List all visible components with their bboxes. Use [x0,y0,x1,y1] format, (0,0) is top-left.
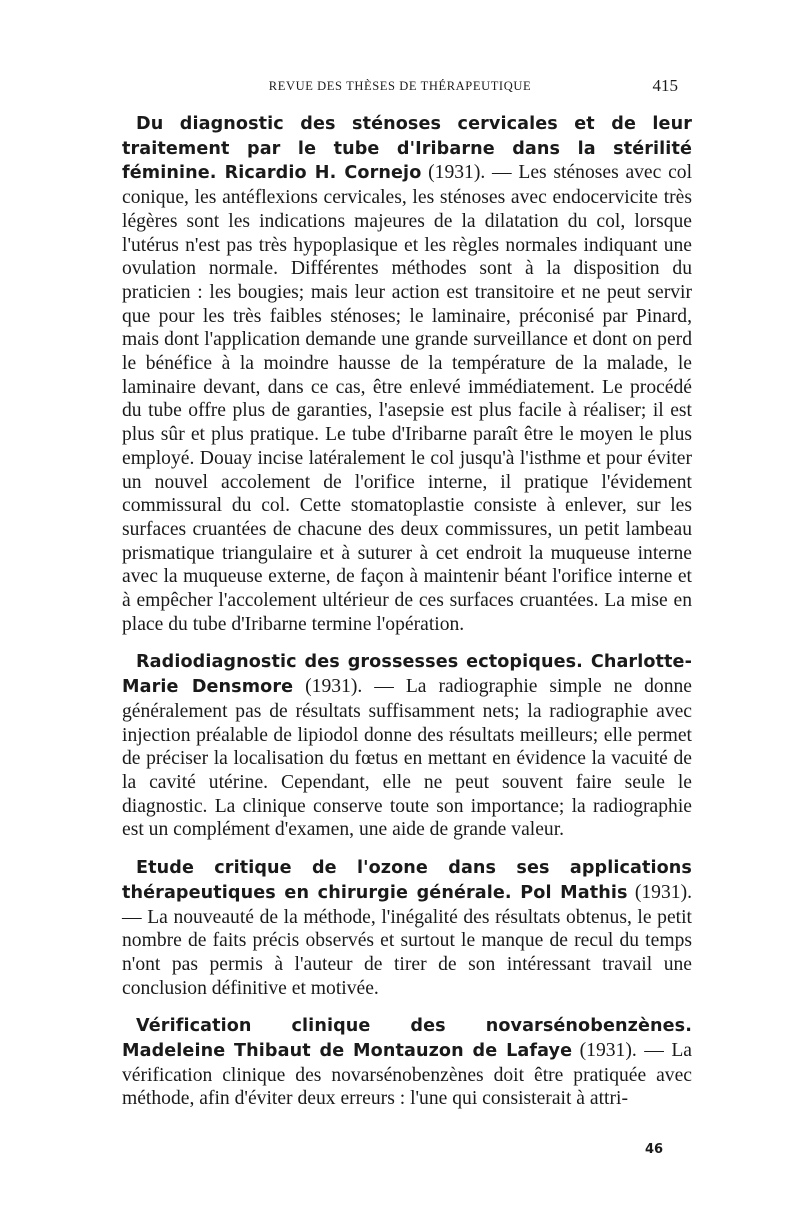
abstract-entry [122,856,692,1000]
entry-text: — La nouveauté de la méthode, l'inégalité des résultats obtenus, le petit nombre de faits précis observés et surtout le manque de recul du temps n'ont pas permis à l'auteur de tirer de son intéressant travail une conclusion définitive et motivée. [122,906,692,999]
page-body [122,112,692,1125]
abstract-entry [122,1014,692,1111]
running-header [122,76,678,98]
entry-text: — La radiographie simple ne donne généralement pas de résultats suffisamment nets; la radiographie avec injection préalable de lipiodol donne des résultats meilleurs; elle permet de préciser la localisation du fœtus en mettant en évidence la vacuité de la cavité utérine. Cependant, elle ne peut souvent faire seule le diagnostic. La clinique conserve toute son importance; la radiographie est un complément d'examen, une aide de grande valeur. [122,676,692,841]
entry-year: (1931). [579,1040,637,1062]
entry-year: (1931). [634,881,692,903]
abstract-entry [122,650,692,842]
entry-text: — Les sténoses avec col conique, les antéflexions cervicales, les sténoses avec endocervicite très légères sont les indications majeures de la dilatation du col, lorsque l'utérus n'est pas très hypoplasique et les règles normales indiquant une ovulation normale. Différentes méthodes sont à la disposition du praticien : les bougies; mais leur action est transitoire et ne peut servir que pour les très faibles sténoses; le laminaire, préconisé par Pinard, mais dont l'application demande une grande surveillance et dont on perd le bénéfice à la moindre hausse de la température de la malade, le laminaire devant, dans ce cas, être enlevé immédiatement. Le procédé du tube offre plus de garanties, l'asepsie est plus facile à réaliser; il est plus sûr et plus pratique. Le tube d'Iribarne paraît être le moyen le plus employé. Douay incise latéralement le col jusqu'à l'isthme et pour éviter un nouvel accolement de l'orifice interne, il pratique l'évidement commissural du col. Cette stomatoplastie consiste à enlever, sur les surfaces cruantées de chacune des deux commissures, un petit lambeau prismatique triangulaire et à suturer à cet endroit la muqueuse interne avec la muqueuse externe, de façon à maintenir béant l'orifice interne et à empêcher l'accolement ultérieur de ces surfaces cruantées. La mise en place du tube d'Iribarne termine l'opération. [122,162,693,635]
entry-title: Radiodiagnostic des grossesses ectopiques. Charlotte-Marie Densmore [122,652,692,698]
entry-title: Etude critique de l'ozone dans ses applications thérapeutiques en chirurgie générale. Pol Mathis [122,858,692,903]
entry-text: — La vérification clinique des novarsénobenzènes doit être pratiquée avec méthode, afin d'éviter deux erreurs : l'une qui consisterait à attri- [122,1040,692,1110]
entry-year: (1931). [428,162,486,184]
entry-title: Du diagnostic des sténoses cervicales et de leur traitement par le tube d'Iribarne dans la stérilité féminine. Ricardio H. Cornejo [122,114,692,184]
entry-title: Vérification clinique des novarsénobenzènes. Madeleine Thibaut de Montauzon de Lafaye [122,1016,692,1062]
signature-mark: 46 [645,1142,664,1157]
running-title: REVUE DES THÈSES DE THÉRAPEUTIQUE [268,79,532,93]
page-number: 415 [652,76,678,95]
entry-year: (1931). [305,676,363,698]
abstract-entry [122,112,692,636]
